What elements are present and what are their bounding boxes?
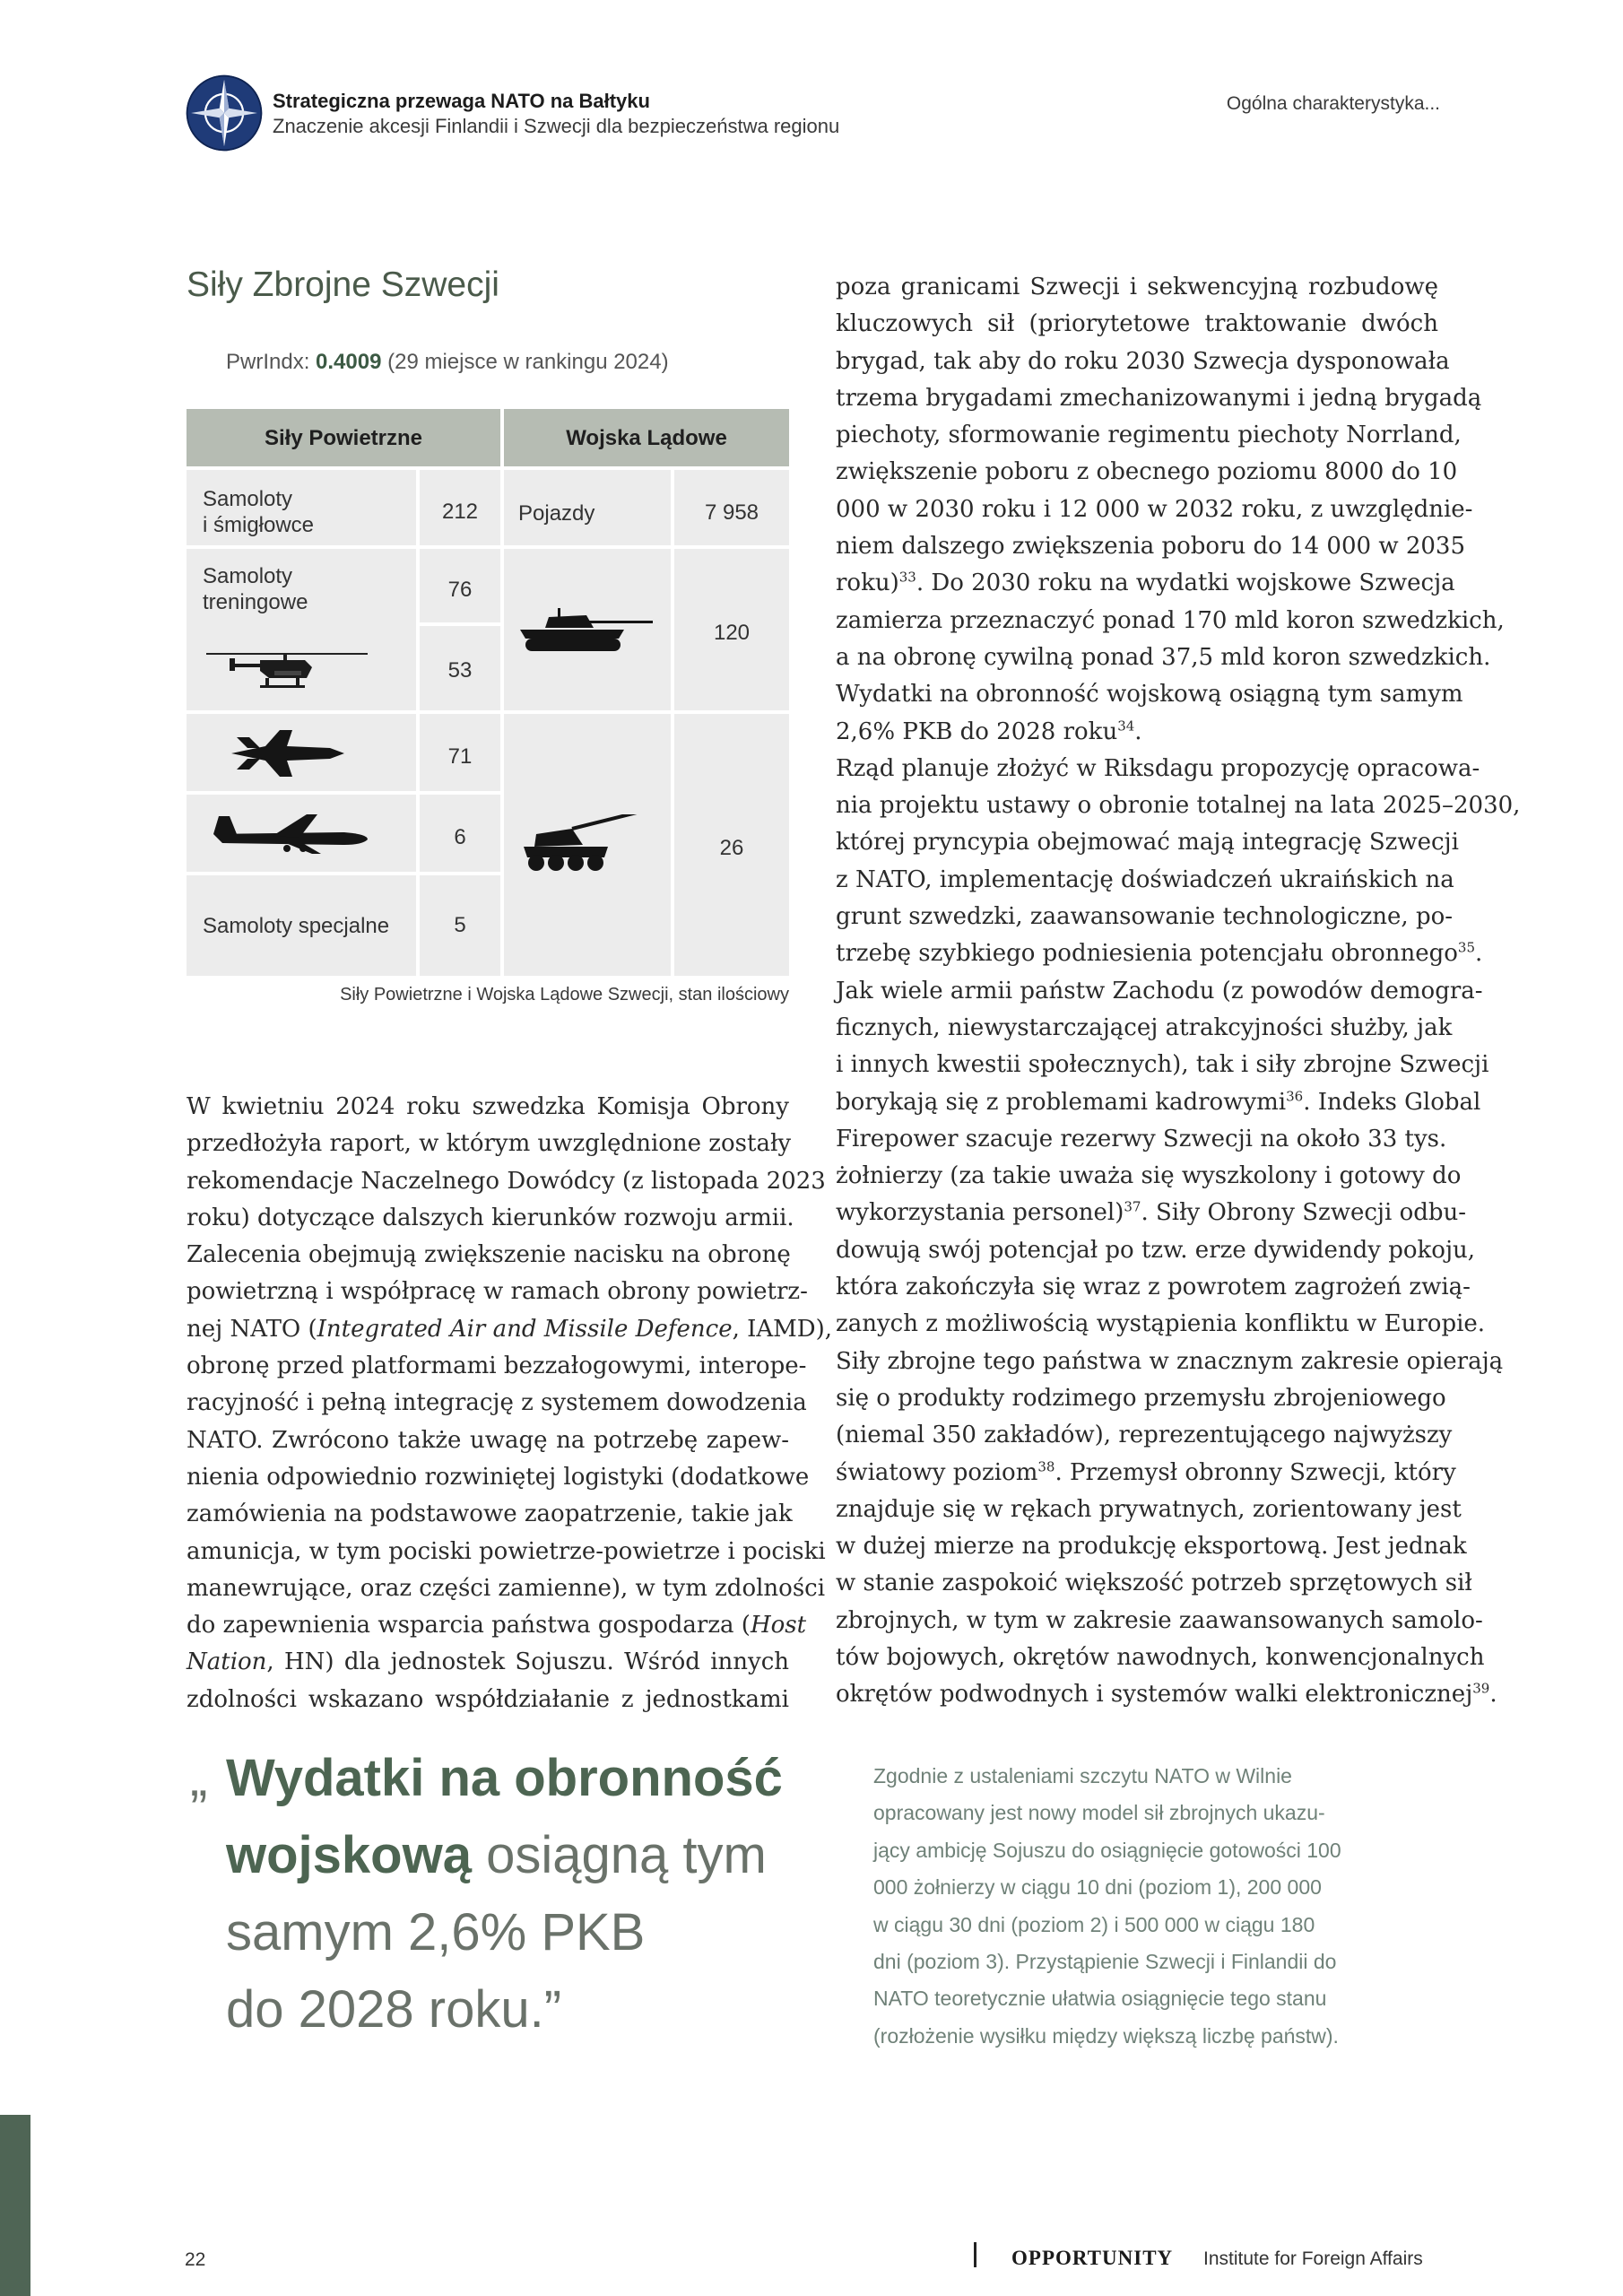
air-row-trainers-label: Samoloty treningowe [203,564,308,614]
foreign-term: Integrated Air and Missile Defence [317,1315,733,1343]
footnote-ref[interactable]: 38 [1037,1457,1055,1474]
page-edge-bar [0,2115,30,2296]
table-divider [416,468,420,976]
foreign-term: Host [750,1612,807,1639]
table-divider [416,622,500,626]
tank-icon [518,604,653,655]
foreign-term: Nation [187,1648,267,1676]
fighter-jet-icon [230,725,346,782]
air-forces-header: Siły Powietrzne [187,409,500,468]
power-index-value: 0.4009 [316,350,382,374]
footnote-ref[interactable]: 36 [1286,1087,1304,1104]
page-number: 22 [185,2249,206,2270]
self-propelled-artillery-icon [518,814,653,875]
section-title: Siły Zbrojne Szwecji [187,265,499,304]
table-divider [187,710,789,714]
air-row-fighters-value: 71 [447,744,473,769]
body-text-right: poza granicami Szwecji i sekwencyjną rozbudowę kluczowych sił (priorytetowe traktowanie dwóch brygad, tak aby do roku 2030 Szwecja dysponowała trzema brygadami zmechanizowanymi i jedną brygadą piechoty, sformowanie regimentu piechoty Norrland, zwiększenie poboru z obecnego poziomu 8000 do 10 000 w 2030 roku i 12 000 w 2032 roku, z uwzględnie- niem dalszego zwiększenia poboru do 14 000 w 2035 roku)$^{33}$. Do 2030 roku na wydatki wojskowe Szwecja zamierza przeznaczyć ponad 170 mld koron szwedzkich, a na obronę cywilną ponad 37,5 mld koron szwedzkich. Wydatki na obronność wojskową osiągną tym samym 2,6% PKB do 2028 roku$^{34}$. Rząd planuje złożyć w Riksdagu propozycję opracowa- nia projektu ustawy o obronie totalnej na lata 2025–2030, której pryncypia obejmować mają integrację Szwecji z NATO, implementację doświadczeń ukraińskich na grunt szwedzki, zaawansowanie technologiczne, po- trzebę szybkiego podniesienia potencjału obronnego$^{35}$. Jak wiele armii państw Zachodu (z powodów demogra- ficznych, niewystarczającej atrakcyjności służby, jak i innych kwestii społecznych), tak i siły zbrojne Szwecji borykają się z problemami kadrowymi$^{36}$. Indeks Global Firepower szacuje rezerwy Szwecji na około 33 tys. żołnierzy (za takie uważa się wyszkolony i gotowy do wykorzystania personel)$^{37}$. Siły Obrony Szwecji odbu- dowują swój potencjał po tzw. erze dywidendy pokoju, która zakończyła się wraz z powrotem zagrożeń zwią- zanych z możliwością wystąpienia konfliktu w Europie. Siły zbrojne tego państwa w znacznym zakresie opierają się o produkty rodzimego przemysłu zbrojeniowego (niemal 350 zakładów), reprezentującego najwyższy światowy poziom$^{38}$. Przemysł obronny Szwecji, który znajduje się w rękach prywatnych, zorientowany jest w dużej mierze na produkcję eksportową. Jest jednak w stanie zaspokoić większość potrzeb sprzętowych sił zbrojnych, w tym w zakresie zaawansowanych samolo- tów bojowych, okrętów nawodnych, konwencjonalnych okrętów podwodnych i systemów walki elektronicznej$^{39}$. [836,274,1521,1709]
helicopter-icon [206,640,368,694]
power-index-note: (29 miejsce w rankingu 2024) [381,350,669,374]
header-title: Strategiczna przewaga NATO na Bałtyku [273,90,650,112]
air-row-transport-value: 6 [454,825,466,849]
table-divider [671,468,674,976]
pull-quote: „ Wydatki na obronność wojskową osiągną tym samym 2,6% PKB do 2028 roku.” [226,1740,818,2048]
side-note: Zgodnie z ustaleniami szczytu NATO w Wilnie opracowany jest nowy model sił zbrojnych ukazu- jący ambicję Sojuszu do osiągnięcie gotowości 100 000 żołnierzy w ciągu 10 dni (poziom 1), 200 000 w ciągu 30 dni (poziom 2) i 500 000 w ciągu 180 dni (poziom 3). Przystąpienie Szwecji i Finlandii do NATO teoretycznie ułatwia osiągnięcie tego stanu (rozłożenie wysiłku między większą liczbę państw). [873,1764,1341,2048]
quote-open-mark: „ [190,1749,208,1807]
table-divider [187,872,500,875]
air-row-special-label: Samoloty specjalne [203,914,390,938]
table-divider [187,791,500,795]
footnote-ref[interactable]: 35 [1457,939,1475,956]
footer-institute: Institute for Foreign Affairs [1203,2248,1423,2269]
land-forces-header: Wojska Lądowe [504,409,789,468]
table-divider [187,466,789,470]
land-row-artillery-value: 26 [719,836,744,860]
footer-separator [974,2242,976,2267]
power-index-label: PwrIndx: [226,350,317,374]
air-row-aircraft-label: Samoloty i śmigłowce [203,487,315,537]
header-subtitle: Znaczenie akcesji Finlandii i Szwecji dla bezpieczeństwa regionu [273,115,840,137]
air-row-trainers-value: 76 [447,578,473,602]
land-row-vehicles-value: 7 958 [704,500,759,525]
footer-brand: OPPORTUNITY [1011,2247,1174,2269]
forces-table [187,409,789,976]
air-row-special-value: 5 [454,913,466,937]
land-row-tanks-value: 120 [713,621,751,645]
body-text-left: W kwietniu 2024 roku szwedzka Komisja Obrony przedłożyła raport, w którym uwzględnione zostały rekomendacje Naczelnego Dowódcy (z listopada 2023 roku) dotyczące dalszych kierunków rozwoju armii. Zalecenia obejmują zwiększenie nacisku na obronę powietrzną i współpracę w ramach obrony powietrz- nej NATO (Integrated Air and Missile Defence, IAMD), obronę przed platformami bezzałogowymi, interope- racyjność i pełną integrację z systemem dowodzenia NATO. Zwrócono także uwagę na potrzebę zapew- nienia odpowiednio rozwiniętej logistyki (dodatkowe zamówienia na podstawowe zaopatrzenie, takie jak amunicja, w tym pociski powietrze-powietrze i pociski manewrujące, oraz części zamienne), w tym zdolności do zapewnienia wsparcia państwa gospodarza (Host Nation, HN) dla jednostek Sojuszu. Wśród innych zdolności wskazano współdziałanie z jednostkami [187,1093,833,1713]
table-divider [500,409,504,976]
footnote-ref[interactable]: 33 [898,569,916,586]
power-index-line [226,350,669,375]
air-row-helicopters-value: 53 [447,658,473,683]
footnote-ref[interactable]: 37 [1124,1198,1141,1215]
land-row-vehicles-label: Pojazdy [518,501,595,526]
footnote-ref[interactable]: 34 [1117,717,1135,734]
table-caption: Siły Powietrzne i Wojska Lądowe Szwecji, stan ilościowy [340,985,789,1004]
header-section-label: Ogólna charakterystyka... [1226,93,1440,114]
table-divider [187,545,789,549]
nato-logo-icon [185,74,264,152]
air-row-aircraft-value: 212 [441,500,479,524]
footnote-ref[interactable]: 39 [1472,1680,1490,1697]
transport-plane-icon [210,807,371,857]
